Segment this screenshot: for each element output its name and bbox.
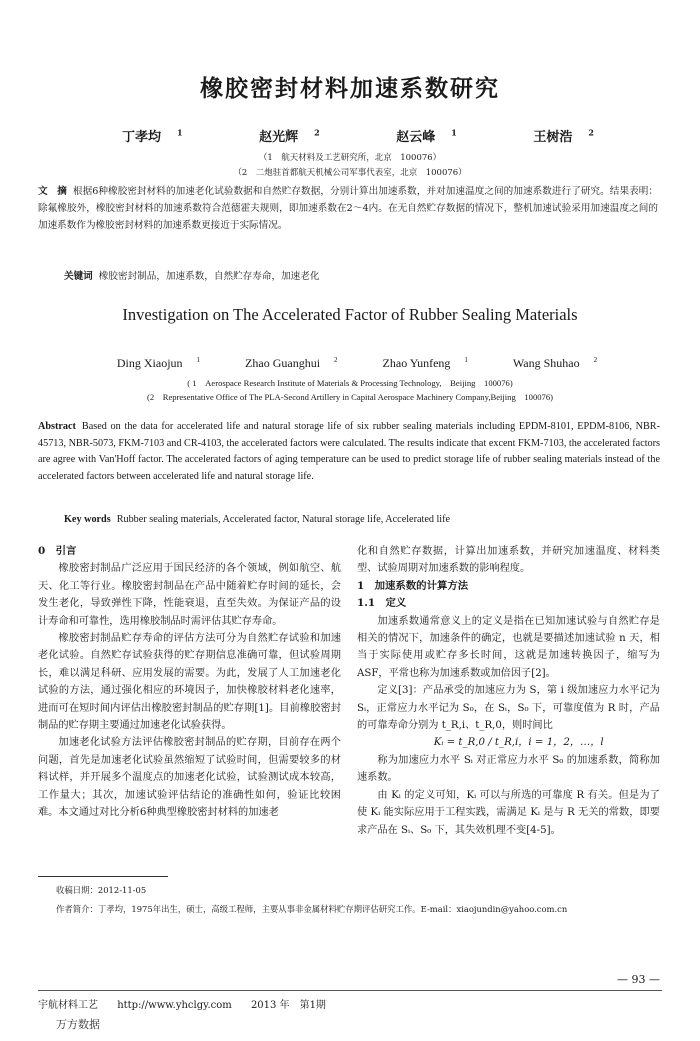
- author-cn: 王树浩 $^2$: [533, 127, 594, 145]
- author-en: Zhao Guanghui $^2$: [245, 356, 338, 370]
- left-paragraph-3: 加速老化试验方法评估橡胶密封制品的贮存期，目前存在两个问题，首先是加速老化试验虽然缩短了试验时间，但需要较多的材料试样，并开展多个温度点的加速老化试验，试验测试成本较高，工作量大；其次，加速试验评估结论的准确性如何，验证比较困难。本文通过对比分析6种典型橡胶密封材料的加速老: [38, 737, 341, 819]
- watermark: 万方数据: [56, 1018, 100, 1031]
- journal-name: 宇航材料工艺: [38, 1000, 98, 1011]
- keywords-cn-label: 关键词: [64, 271, 93, 282]
- journal-issue: 2013 年 第1期: [250, 1000, 326, 1011]
- left-paragraph-1: 橡胶密封制品广泛应用于国民经济的各个领域，例如航空、航天、化工等行业。橡胶密封制品在产品中随着贮存时间的延长，会发生老化，导致弹性下降，性能衰退，直至失效。为保证产品的设计寿命和可靠性，选用橡胶制品时需评估其贮存寿命。: [38, 563, 341, 627]
- keywords-en-label: Key words: [64, 514, 111, 525]
- right-paragraph-5: 由 Kᵢ 的定义可知，Kᵢ 可以与所选的可靠度 R 有关。但是为了使 Kᵢ 能实际应用于工程实践，需满足 Kᵢ 是与 R 无关的常数，即要求产品在 Sᵢ、S₀ 下，其失效机理不变[4-5]。: [357, 789, 660, 836]
- left-paragraph-2: 橡胶密封制品贮存寿命的评估方法可分为自然贮存试验和加速老化试验。自然贮存试验获得的贮存期信息准确可靠，但试验周期长，难以满足科研、应用发展的需要。为此，发展了人工加速老化试验的方法，通过强化相应的环境因子，加快橡胶材料老化速率，进而可在短时间内评估出橡胶密封制品的贮存期[1]。目前橡胶密封制品的贮存期主要通过加速老化试验获得。: [38, 633, 341, 732]
- author-cn: 赵云峰 $^1$: [396, 127, 457, 145]
- abstract-en-label: Abstract: [38, 421, 76, 432]
- affiliation-cn-2: （2 二炮驻首都航天机械公司军事代表室，北京 100076）: [233, 168, 467, 178]
- right-paragraph-2: 加速系数通常意义上的定义是指在已知加速试验与自然贮存是相关的情况下，加速条件的确定，也就是要描述加速试验 n 天，相当于实际使用或贮存多长时间，这就是加速转换因子，缩写为 ASF，平常也称为加速系数或加倍因子[2]。: [357, 615, 660, 679]
- journal-footer: [38, 996, 342, 1011]
- english-title: Investigation on The Accelerated Factor of Rubber Sealing Materials: [122, 305, 578, 324]
- abstract-en-text: Based on the data for accelerated life and natural storage life of six rubber sealing materials including EPDM-8101, EPDM-8106, NBR-45713, NBR-5073, FKM-7103 and CR-4103, the accelerated factors were calculated. The results indicate that excent FKM-7103, the accelerated factors are agree with Van'Hoff factor. The accelerated factors of aging temperature can be used to predict storage life of rubber sealing materials instead of the accelerated factors between accelerated life and natural storage life.: [38, 421, 660, 482]
- author-en: Wang Shuhao $^2$: [512, 356, 598, 370]
- section-1-heading: 1 加速系数的计算方法: [357, 579, 469, 592]
- affiliation-cn-1: （1 航天材料及工艺研究所，北京 100076）: [258, 153, 442, 163]
- formula: Kᵢ = t_R,0 / t_R,i，i = 1，2，…，l: [433, 737, 604, 749]
- right-paragraph-3: 定义[3]：产品承受的加速应力为 S，第 i 级加速应力水平记为 Sᵢ，正常应力水平记为 S₀，在 Sᵢ，S₀ 下，可靠度值为 R 时，产品的可靠寿命分别为 t_R,i、t_R,0，则时间比: [357, 685, 660, 732]
- author-en: Ding Xiaojun $^1$: [116, 356, 201, 370]
- footnote-divider: [38, 876, 168, 877]
- received-date-note: 收稿日期：2012-11-05: [56, 885, 147, 895]
- affiliation-en-2: (2 Representative Office of The PLA-Second Artillery in Capital Aerospace Machinery Company,Beijing 100076): [146, 392, 554, 402]
- section-1-1-heading: 1.1 定义: [357, 597, 407, 610]
- english-abstract: [38, 419, 660, 485]
- right-paragraph-4: 称为加速应力水平 Sᵢ 对正常应力水平 S₀ 的加速系数，简称加速系数。: [357, 754, 660, 784]
- english-keywords: [64, 514, 664, 525]
- english-authors: [0, 356, 700, 371]
- abstract-cn-text: 根据6种橡胶密封材料的加速老化试验数据和自然贮存数据，分别计算出加速系数，并对加速温度之间的加速系数进行了研究。结果表明：除氟橡胶外，橡胶密封材料的加速系数符合范德霍夫规则，即加速系数在2～4内。在无自然贮存数据的情况下，整机加速试验采用加速温度之间的加速系数作为橡胶密封材料的加速系数更接近于实际情况。: [38, 186, 658, 231]
- chinese-authors: [0, 126, 700, 145]
- left-column: [38, 543, 341, 822]
- author-cn: 赵光辉 $^2$: [259, 127, 320, 145]
- abstract-cn-label: 文 摘: [38, 186, 67, 197]
- keywords-en-text: Rubber sealing materials, Accelerated factor, Natural storage life, Accelerated life: [116, 514, 451, 525]
- page-number: — 93 —: [617, 973, 660, 986]
- author-en: Zhao Yunfeng $^1$: [382, 356, 468, 370]
- chinese-title: 橡胶密封材料加速系数研究: [200, 75, 500, 102]
- chinese-keywords: [64, 268, 664, 282]
- right-column: [357, 543, 660, 839]
- journal-url[interactable]: http://www.yhclgy.com: [117, 1000, 232, 1011]
- author-bio-note: 作者简介：丁孝均，1975年出生，硕士，高级工程师，主要从事非金属材料贮存期评估研究工作。E-mail：xiaojundin@yahoo.com.cn: [56, 904, 568, 914]
- keywords-cn-text: 橡胶密封制品，加速系数，自然贮存寿命，加速老化: [98, 271, 320, 282]
- affiliation-en-1: ( 1 Aerospace Research Institute of Materials & Processing Technology, Beijing 100076): [187, 378, 513, 388]
- footer-divider: [38, 990, 662, 991]
- chinese-abstract: [38, 183, 658, 234]
- author-cn: 丁孝均 $^1$: [122, 127, 183, 145]
- right-paragraph-1: 化和自然贮存数据，计算出加速系数，并研究加速温度、材料类型、试验周期对加速系数的影响程度。: [357, 546, 660, 575]
- section-0-heading: 0 引言: [38, 545, 77, 557]
